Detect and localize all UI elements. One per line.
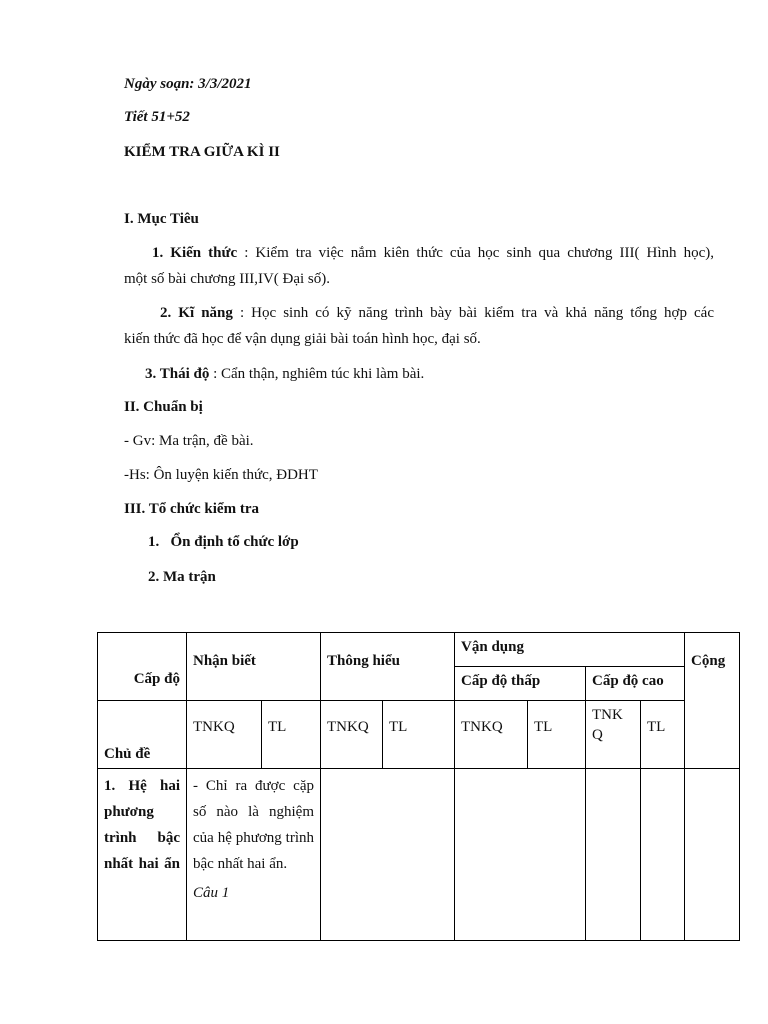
prep-student: -Hs: Ôn luyện kiến thức, ĐDHT (124, 467, 318, 483)
cong-cell (685, 769, 740, 941)
section-heading-to-chuc: III. Tổ chức kiểm tra (124, 501, 259, 517)
objective-knowledge-label: 1. Kiến thức (152, 245, 238, 261)
objective-skill-text-2: kiến thức đã học để vận dụng giải bài toán hình học, đại số. (124, 331, 481, 347)
objective-knowledge-text-1: : Kiểm tra việc nắm kiên thức của học sinh qua chương III( Hình học), (237, 245, 714, 261)
header-cap-do-thap: Cấp độ thấp (455, 667, 586, 701)
thong-hieu-cell (321, 769, 455, 941)
objective-skill-label: 2. Kĩ năng (160, 305, 233, 321)
col-nhan-biet-tl: TL (262, 701, 321, 769)
step-ma-tran: 2. Ma trận (148, 569, 216, 585)
nhan-biet-description: - Chỉ ra được cặp số nào là nghiệm của hệ phương trình bậc nhất hai ẩn. (193, 778, 314, 872)
nhan-biet-description-cell (187, 769, 321, 941)
cao-tnkq-cell (586, 769, 641, 941)
header-nhan-biet: Nhận biết (187, 633, 321, 701)
date-label: Ngày soạn: 3/3/2021 (124, 76, 252, 92)
header-chu-de: Chủ đề (98, 701, 187, 769)
assessment-matrix-table (97, 632, 740, 941)
header-van-dung: Vận dụng (455, 633, 685, 667)
step-on-dinh: 1. Ổn định tổ chức lớp (148, 534, 299, 550)
col-thap-tl: TL (528, 701, 586, 769)
header-cap-do-cao: Cấp độ cao (586, 667, 685, 701)
question-ref: Câu 1 (193, 885, 230, 901)
header-cap-do: Cấp độ (98, 633, 187, 701)
objective-skill (124, 300, 714, 352)
lesson-number: Tiết 51+52 (124, 109, 190, 125)
cao-tl-cell (641, 769, 685, 941)
objective-attitude (145, 364, 424, 384)
objective-attitude-label: 3. Thái độ (145, 366, 210, 382)
col-thap-tnkq: TNKQ (455, 701, 528, 769)
col-thong-hieu-tl: TL (383, 701, 455, 769)
thap-cell (455, 769, 586, 941)
section-heading-chuan-bi: II. Chuẩn bị (124, 399, 203, 415)
col-nhan-biet-tnkq: TNKQ (187, 701, 262, 769)
col-thong-hieu-tnkq: TNKQ (321, 701, 383, 769)
objective-knowledge (124, 240, 714, 292)
prep-teacher: - Gv: Ma trận, đề bài. (124, 433, 254, 449)
header-cong: Cộng (685, 633, 740, 769)
objective-skill-text-1: : Học sinh có kỹ năng trình bày bài kiểm tra và khả năng tổng hợp các (232, 305, 714, 321)
header-thong-hieu: Thông hiểu (321, 633, 455, 701)
col-cao-tl: TL (641, 701, 685, 769)
topic-cell: 1. Hệ hai phương trình bậc nhất hai ẩn (98, 769, 187, 941)
objective-attitude-text: : Cẩn thận, nghiêm túc khi làm bài. (209, 366, 425, 382)
objective-knowledge-text-2: một số bài chương III,IV( Đại số). (124, 271, 331, 287)
page-title: KIỂM TRA GIỮA KÌ II (124, 144, 280, 160)
col-cao-tnkq: TNK Q (586, 701, 641, 769)
section-heading-muc-tieu: I. Mục Tiêu (124, 211, 199, 227)
